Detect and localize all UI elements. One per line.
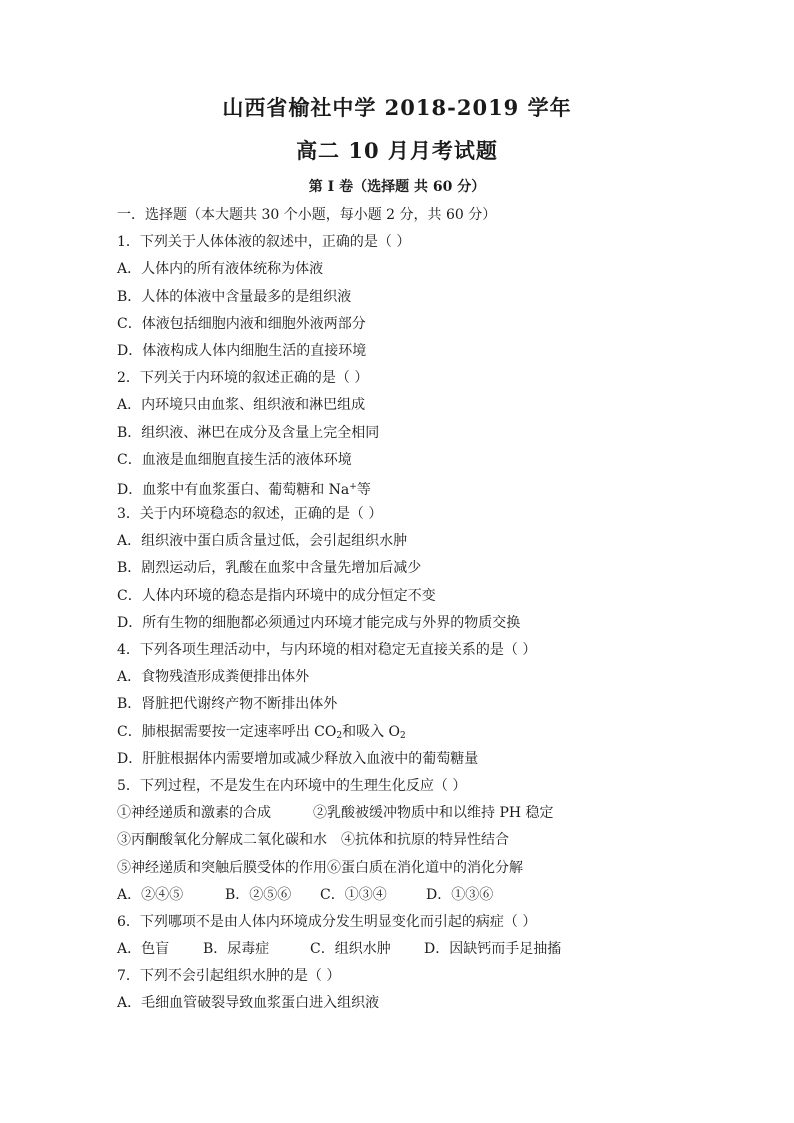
question-7-stem: 7．下列不会引起组织水肿的是（ ）	[117, 968, 341, 985]
question-5-item-1: ①神经递质和激素的合成	[117, 805, 271, 822]
question-2-option-d	[117, 478, 757, 505]
question-3-option-a: A．组织液中蛋白质含量过低，会引起组织水肿	[117, 533, 408, 550]
question-6-option-c: C．组织水肿	[310, 941, 391, 958]
superscript-plus: +	[349, 481, 357, 492]
question-4-option-c-text: C．肺根据需要按一定速率呼出 CO	[117, 723, 337, 740]
question-3-option-c: C．人体内环境的稳态是指内环境中的成分恒定不变	[117, 587, 436, 604]
question-list	[117, 206, 757, 1022]
question-3-option-b: B．剧烈运动后，乳酸在血浆中含量先增加后减少	[117, 560, 422, 577]
question-5-item-5: ⑤神经递质和突触后膜受体的作用	[117, 859, 327, 876]
question-7-option-a: A．毛细血管破裂导致血浆蛋白进入组织液	[117, 995, 380, 1012]
question-1-option-d: D．体液构成人体内细胞生活的直接环境	[117, 342, 367, 359]
question-2-stem: 2．下列关于内环境的叙述正确的是（ ）	[117, 370, 369, 387]
exam-title-exam: 高二 10 月月考试题	[296, 138, 498, 163]
question-5-items-row-3	[117, 859, 757, 886]
question-2-option-c: C．血液是血细胞直接生活的液体环境	[117, 451, 352, 468]
question-4-stem: 4．下列各项生理活动中，与内环境的相对稳定无直接关系的是（ ）	[117, 642, 537, 658]
question-2-option-b: B．组织液、淋巴在成分及含量上完全相同	[117, 424, 380, 441]
question-2-option-d-text: D．血浆中有血浆蛋白、葡萄糖和 Na	[117, 481, 350, 498]
question-5-item-4: ④抗体和抗原的特异性结合	[341, 832, 509, 849]
question-5-items-row-2	[117, 831, 757, 858]
question-6-option-d: D．因缺钙而手足抽搐	[424, 941, 562, 958]
question-6-options	[117, 940, 757, 967]
question-5-item-6: ⑥蛋白质在消化道中的消化分解	[327, 859, 523, 876]
question-2-option-a: A．内环境只由血浆、组织液和淋巴组成	[117, 397, 366, 414]
question-3-stem: 3．关于内环境稳态的叙述，正确的是（ ）	[117, 506, 383, 523]
question-5-option-c: C．①③④	[320, 886, 387, 903]
question-5-option-d: D．①③⑥	[426, 886, 494, 903]
question-4-option-c-mid: 和吸入 O	[342, 723, 401, 740]
question-5-item-3: ③丙酮酸氧化分解成二氧化碳和水	[117, 832, 327, 849]
question-6-option-a: A．色盲	[117, 941, 170, 958]
question-6-stem: 6．下列哪项不是由人体内环境成分发生明显变化而引起的病症（ ）	[117, 913, 537, 930]
question-2-option-d-tail: 等	[356, 481, 371, 498]
question-5-option-a: A．②④⑤	[117, 886, 184, 903]
question-5-item-2: ②乳酸被缓冲物质中和以维持 PH 稳定	[313, 805, 554, 822]
question-4-option-a: A．食物残渣形成粪便排出体外	[117, 669, 310, 686]
question-4-option-d: D．肝脏根据体内需要增加或减少释放入血液中的葡萄糖量	[117, 750, 479, 767]
question-1-stem: 1．下列关于人体体液的叙述中，正确的是（ ）	[117, 234, 411, 251]
question-3-option-d: D．所有生物的细胞都必须通过内环境才能完成与外界的物质交换	[117, 614, 521, 631]
section-title: 第 I 卷（选择题 共 60 分）	[308, 179, 486, 195]
question-5-option-b: B．②⑤⑥	[225, 886, 292, 903]
subscript-2: 2	[400, 730, 406, 741]
question-1-option-c: C．体液包括细胞内液和细胞外液两部分	[117, 315, 366, 332]
instructions: 一．选择题（本大题共 30 个小题，每小题 2 分，共 60 分）	[117, 207, 497, 223]
question-4-option-b: B．肾脏把代谢终产物不断排出体外	[117, 696, 338, 713]
question-6-option-b: B．尿毒症	[203, 941, 270, 958]
question-5-stem: 5．下列过程，不是发生在内环境中的生理生化反应（ ）	[117, 777, 467, 794]
question-1-option-a: A．人体内的所有液体统称为体液	[117, 261, 324, 278]
question-1-option-b: B．人体的体液中含量最多的是组织液	[117, 288, 352, 305]
question-4-option-c	[117, 723, 757, 750]
question-5-options	[117, 886, 757, 913]
subscript-2: 2	[336, 730, 343, 741]
exam-title-school: 山西省榆社中学 2018-2019 学年	[222, 95, 572, 120]
question-5-items-row-1	[117, 804, 757, 831]
